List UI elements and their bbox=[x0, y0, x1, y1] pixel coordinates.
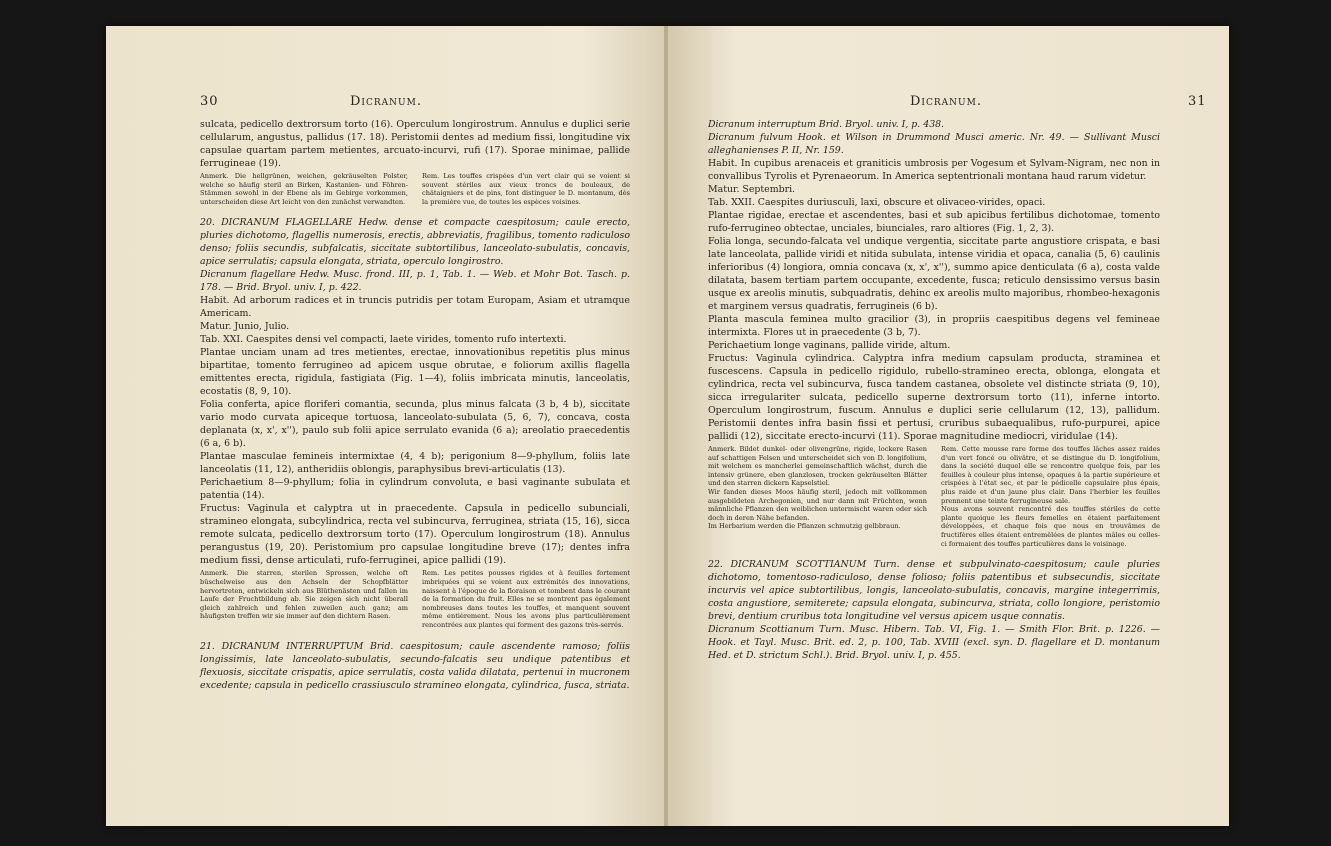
page-number: 30 bbox=[200, 94, 219, 109]
remark-german: Anmerk. Die starren, sterilen Sprossen, welche oft büschelweise aus den Achseln der Schopfblätter hervortreten, entwickeln sich aus Blüthenästen und fallen im Laufe der Fruchtbildung ab. Sie zeigen sich nicht überall gleich zahlreich und fehlen zuweilen auch ganz; am häufigsten treffen wir sie immer auf den dichtern Rasen. bbox=[200, 569, 408, 621]
remark-german: Anmerk. Die hellgrünen, weichen, gekräuselten Polster, welche so häufig steril an Birken, Kastanien- und Föhren-Stämmen sowohl in der Ebene als im Gebirge vorkommen, unterscheiden diese Art leicht von den zunächst verwandten. bbox=[200, 172, 408, 206]
running-head: Dicranum. bbox=[350, 94, 422, 109]
fructus-paragraph: Fructus: Vaginula cylindrica. Calyptra infra medium capsulam producta, straminea et fuscescens. Capsula in pedicello rigidulo, rubello-stramineo erecta, oblonga, elongata et cylindrica, recta vel subincurva, fusca tandem castanea, obsolete vel distincte striata (9, 10), sicca irregulariter sulcata, pedicello superne dextrorsum torto (11), inferne intorto. Operculum longirostrum, fuscum. Annulus e duplici serie cellularum (12, 13), pallidum. Peristomii dentes infra basin fissi et pertusi, cruribus subaequalibus, rufo-purpurei, apice pallidi (12), siccitate erecto-incurvi (11). Sporae magnitudine mediocri, viridulae (14). bbox=[708, 353, 1160, 442]
left-body bbox=[200, 118, 630, 692]
remark-french: Rem. Cette mousse rare forme des touffes lâches assez raides d'un vert foncé ou olivâtre, et se distingue du D. longifolium, dans la société duquel elle se rencontre quelque fois, par les feuilles à couleur plus intense, opaques à la partie supérieure et crispées à l'état sec, et par le pédicelle capsulaire plus épais, plus raide et d'un jaune plus clair. Dans l'herbier les feuilles prennent une teinte ferrugineuse sale. Nous avons souvent rencontré des touffes stériles de cette plante quoique les fleurs femelles en étaient parfaitement développées, et chaque fois que nous en trouvâmes de fructifères elles étaient entremêlées de plantes mâles ou celles-ci formaient des touffes particulières dans le voisinage. bbox=[941, 445, 1160, 548]
remark-columns bbox=[200, 172, 630, 206]
habitat: Habit. Ad arborum radices et in truncis putridis per totam Europam, Asiam et utramque Americam. bbox=[200, 295, 630, 320]
perichaetium-paragraph: Perichaetium 8—9-phyllum; folia in cylindrum convoluta, e basi vaginante subulata et patentia (14). bbox=[200, 477, 630, 502]
species-heading: 21. DICRANUM INTERRUPTUM Brid. caespitosum; caule ascendente ramoso; foliis longissimis, late lanceolato-subulatis, secundo-falcatis seu undique patentibus et flexuosis, siccitate crispatis, apice serrulatis, costa valida dilatata, pertenui in mucronem excedente; capsula in pedicello crassiusculo stramineo elongata, cylindrica, fusca, striata. bbox=[200, 640, 630, 691]
maturity: Matur. Septembri. bbox=[708, 184, 796, 195]
plate-description: Tab. XXII. Caespites duriusculi, laxi, obscure et olivaceo-virides, opaci. bbox=[708, 197, 1046, 208]
remark-german: Anmerk. Bildet dunkel- oder olivengrüne, rigide, lockere Rasen auf schattigen Felsen und unterscheidet sich von D. longifolium, mit welchem es mancherlei gemeinschaftlich wächst, durch die intensiv grünere, eben glanzlosen, trocken gekräuselten Blätter und den starren dickern Kapselstiel. Wir fanden dieses Moos häufig steril, jedoch mit vollkommen ausgebildeten Archegonien, und nur dann mit Früchten, wenn männliche Pflanzen den weiblichen untermischt waren oder sich doch in deren Nähe befanden. Im Herbarium werden die Pflanzen schmutzig gelbbraun. bbox=[708, 445, 927, 531]
synonymy: Dicranum interruptum Brid. Bryol. univ. I, p. 438. bbox=[708, 119, 945, 130]
remark-french: Rem. Les petites pousses rigides et à feuilles fortement imbriquées qui se voient aux extrémités des innovations, naissent à l'époque de la floraison et tombent dans le courant de la formation du fruit. Elles ne se montrent pas également nombreuses dans toutes les touffes, et manquent souvent même entièrement. Nous les avons plus particulièrement rencontrées aux plantes qui forment des gazons très-serrés. bbox=[422, 569, 630, 629]
folia-paragraph: Folia conferta, apice floriferi comantia, secunda, plus minus falcata (3 b, 4 b), siccitate vario modo curvata apiceque tortuosa, lanceolato-subulata (5, 6, 7), concava, costa deplanata (x, x', x''), paulo sub folii apice serrulato evanida (6 a); areolatio praecedentis (6 a, 6 b). bbox=[200, 399, 630, 450]
fructus-paragraph: Fructus: Vaginula et calyptra ut in praecedente. Capsula in pedicello subunciali, stramineo elongata, subcylindrica, recta vel subincurva, ferruginea, striata (15, 16), sicca remote sulcata, pedicello dextrorsum torto (17). Operculum longirostrum (18). Annulus perangustus (19, 20). Peristomium pro capsulae longitudine breve (17); dentes infra medium fissi, dense articulati, rufo-ferruginei, apice pallidi (19). bbox=[200, 503, 630, 567]
synonymy: Dicranum fulvum Hook. et Wilson in Drummond Musci americ. Nr. 49. — Sullivant Musci alleghanienses P. II, Nr. 159. bbox=[708, 132, 1160, 156]
mascula-paragraph: Planta mascula feminea multo gracilior (3), in propriis caespitibus degens vel femineae intermixta. Flores ut in praecedente (3 b, 7). bbox=[708, 314, 1160, 338]
maturity: Matur. Junio, Julio. bbox=[200, 321, 290, 333]
habitat: Habit. In cupibus arenaceis et graniticis umbrosis per Vogesum et Sylvam-Nigram, nec non in convallibus Tyrolis et Pyrenaeorum. In America septentrionali montana haud rarum videtur. bbox=[708, 158, 1160, 182]
remark-columns bbox=[200, 569, 630, 629]
paragraph: sulcata, pedicello dextrorsum torto (16). Operculum longirostrum. Annulus e duplici serie cellularum, angustus, pallidus (17. 18). Peristomii dentes ad medium fissi, longitudine vix capsulae quartam partem metientes, arcuato-incurvi, rufi (17). Sporae minimae, pallide ferrugineae (19). bbox=[200, 119, 630, 169]
book-spread bbox=[106, 26, 1229, 826]
mascula-paragraph: Plantae masculae femineis intermixtae (4, 4 b); perigonium 8—9-phyllum, foliis late lanceolatis (11, 12), antheridiis oblongis, paraphysibus brevi-articulatis (13). bbox=[200, 451, 630, 476]
right-body bbox=[708, 118, 1160, 662]
remark-columns bbox=[708, 445, 1160, 548]
remark-french: Rem. Les touffes crispées d'un vert clair qui se voient si souvent stériles aux vieux troncs de bouleaux, de châtaigniers et de pins, font distinguer le D. montanum, dès la première vue, de toutes les espèces voisines. bbox=[422, 172, 630, 206]
plate-description: Tab. XXI. Caespites densi vel compacti, laete virides, tomento rufo intertexti. bbox=[200, 334, 567, 346]
perichaetium-paragraph: Perichaetium longe vaginans, pallide viride, altum. bbox=[708, 340, 951, 351]
plantae-paragraph: Plantae rigidae, erectae et ascendentes, basi et sub apicibus fertilibus dichotomae, tomento rufo-ferrugineo obtectae, unciales, biunciales, raro altiores (Fig. 1, 2, 3). bbox=[708, 210, 1160, 234]
species-heading: 22. DICRANUM SCOTTIANUM Turn. dense et subpulvinato-caespitosum; caule pluries dichotomo, tomentoso-radiculoso, dense folioso; foliis patentibus et subsecundis, siccitate incurvis vel apice subtortilibus, longis, lanceolato-subulatis, concavis, margine integerrimis, costa angustiore, semiterete; capsula elongata, subincurva, striata, collo longiore, peristomio brevi, dentium cruribus tota longitudine vel versus apicem usque connatis. bbox=[708, 559, 1160, 623]
plantae-paragraph: Plantae unciam unam ad tres metientes, erectae, innovationibus repetitis plus minus bipartitae, tomento ferrugineo ad apicem usque obrutae, e foliorum axillis flagella emittentes erecta, rigidula, fastigiata (Fig. 1—4), foliis imbricata minutis, lanceolatis, ecostatis (8, 9, 10). bbox=[200, 347, 630, 398]
running-head: Dicranum. bbox=[910, 94, 982, 109]
synonymy: Dicranum Scottianum Turn. Musc. Hibern. Tab. VI, Fig. 1. — Smith Flor. Brit. p. 1226. — Hook. et Tayl. Musc. Brit. ed. 2, p. 100, Tab. XVIII (excl. syn. D. flagellare et D. montanum Hed. et D. strictum Schl.). Brid. Bryol. univ. I, p. 455. bbox=[708, 624, 1160, 662]
right-page bbox=[668, 26, 1229, 826]
page-number: 31 bbox=[1188, 94, 1207, 109]
left-page bbox=[106, 26, 667, 826]
synonymy: Dicranum flagellare Hedw. Musc. frond. III, p. 1, Tab. 1. — Web. et Mohr Bot. Tasch. p. 178. — Brid. Bryol. univ. I, p. 422. bbox=[200, 269, 630, 294]
species-heading: 20. DICRANUM FLAGELLARE Hedw. dense et compacte caespitosum; caule erecto, pluries dichotomo, flagellis numerosis, erectis, abbreviatis, fragilibus, tomento radiculoso denso; foliis secundis, subfalcatis, siccitate subtortilibus, lanceolato-subulatis, concavis, apice serrulatis; capsula elongata, striata, operculo longirostro. bbox=[200, 217, 630, 268]
folia-paragraph: Folia longa, secundo-falcata vel undique vergentia, siccitate parte angustiore crispata, e basi late lanceolata, pallide viridi et nitida subulata, intense viridia et opaca, canalia (5, 6) caulinis inferioribus (4) longiora, omnia concava (x, x', x''), summo apice denticulata (6 a), costa valde dilatata, basem tertiam partem occupante, excedente, fusca; reticulo densissimo versus basin usque ex areolis minutis, subquadratis, dehinc ex areolis multo majoribus, rhombeo-hexagonis et marginem versus quadratis, ferrugineis (6 b). bbox=[708, 236, 1160, 312]
